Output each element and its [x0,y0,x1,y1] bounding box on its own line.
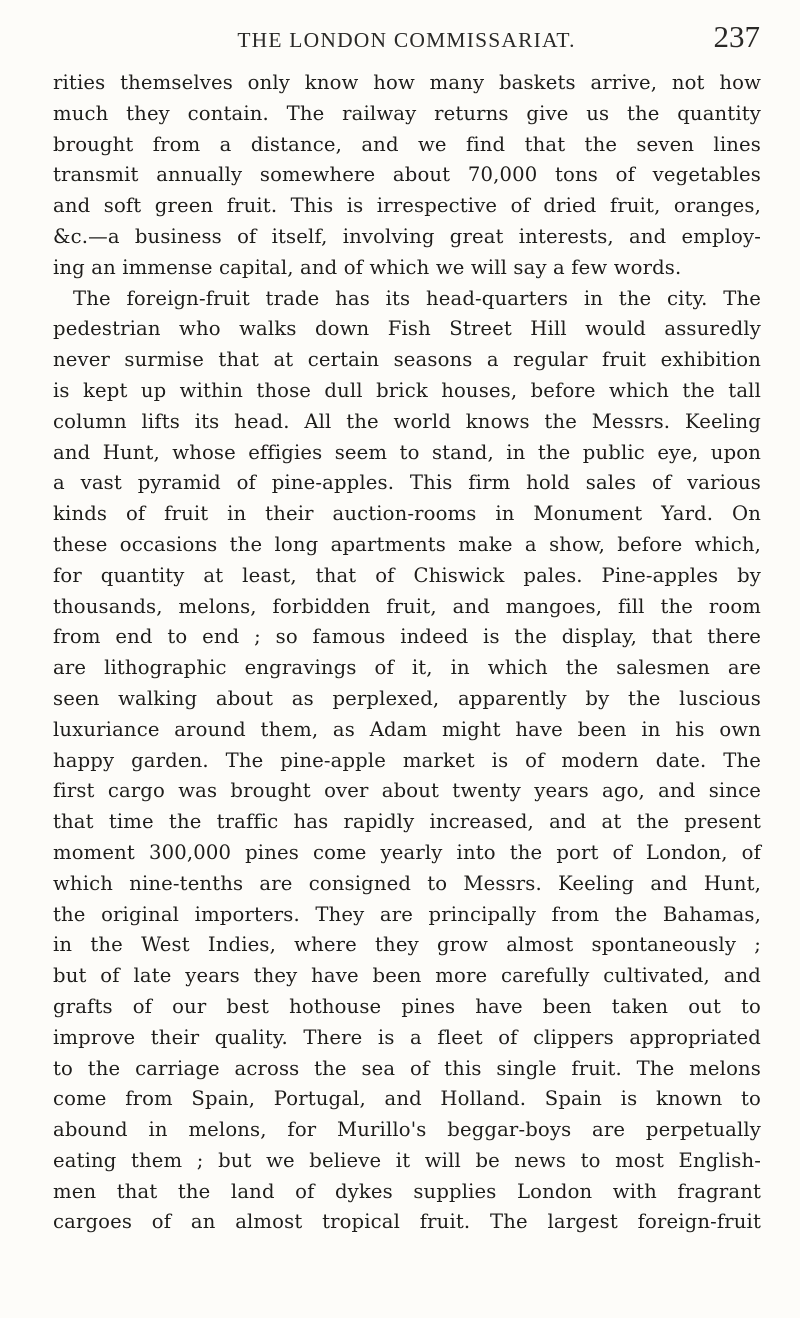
text-line: transmit annually somewhere about 70,000 tons of vegetables [53,163,761,187]
text-line: abound in melons, for Murillo's beggar-boys are perpetually [53,1118,761,1142]
text-line: but of late years they have been more carefully cultivated, and [53,964,761,988]
text-line: a vast pyramid of pine-apples. This firm hold sales of various [53,471,761,495]
text-line: grafts of our best hothouse pines have been taken out to [53,994,761,1018]
text-line: these occasions the long apartments make a show, before which, [53,532,761,556]
text-line: first cargo was brought over about twenty years ago, and since [53,779,761,803]
text-line: in the West Indies, where they grow almost spontaneously ; [53,933,761,957]
text-line: ing an immense capital, and of which we will say a few words. [53,255,682,279]
running-head [53,18,760,58]
text-line: moment 300,000 pines come yearly into the port of London, of [53,840,761,864]
text-line: thousands, melons, forbidden fruit, and mangoes, fill the room [53,594,761,618]
text-line: come from Spain, Portugal, and Holland. Spain is known to [53,1087,761,1111]
page-number: 237 [713,19,760,54]
text-line: for quantity at least, that of Chiswick pales. Pine-apples by [53,563,761,587]
text-line: from end to end ; so famous indeed is the display, that there [53,625,761,649]
text-line: &c.—a business of itself, involving great interests, and employ- [53,224,761,248]
text-line: is kept up within those dull brick houses, before which the tall [53,378,761,402]
text-line: eating them ; but we believe it will be news to most English- [53,1148,761,1172]
text-line: column lifts its head. All the world knows the Messrs. Keeling [53,409,761,433]
text-line: and soft green fruit. This is irrespective of dried fruit, oranges, [53,194,761,218]
text-line: which nine-tenths are consigned to Messrs. Keeling and Hunt, [53,871,761,895]
text-line: never surmise that at certain seasons a regular fruit exhibition [53,348,761,372]
text-line: cargoes of an almost tropical fruit. The largest foreign-fruit [53,1210,761,1234]
running-title: THE LONDON COMMISSARIAT. [237,28,576,52]
text-line: the original importers. They are principally from the Bahamas, [53,902,761,926]
text-line: men that the land of dykes supplies London with fragrant [53,1179,761,1203]
text-line: kinds of fruit in their auction-rooms in Monument Yard. On [53,502,761,526]
body-text [53,68,761,1238]
text-line: improve their quality. There is a fleet of clippers appropriated [53,1025,761,1049]
text-line: pedestrian who walks down Fish Street Hill would assuredly [53,317,761,341]
text-line: seen walking about as perplexed, apparently by the luscious [53,686,761,710]
text-line: much they contain. The railway returns give us the quantity [53,101,761,125]
text-line: brought from a distance, and we find that the seven lines [53,132,761,156]
text-line: that time the traffic has rapidly increased, and at the present [53,810,761,834]
text-line: happy garden. The pine-apple market is of modern date. The [53,748,761,772]
text-line: rities themselves only know how many baskets arrive, not how [53,71,761,94]
text-line: to the carriage across the sea of this single fruit. The melons [53,1056,761,1080]
text-line: luxuriance around them, as Adam might have been in his own [53,717,761,741]
text-line: are lithographic engravings of it, in which the salesmen are [53,656,761,680]
text-line: and Hunt, whose effigies seem to stand, in the public eye, upon [53,440,761,464]
paragraph-start-line: The foreign-fruit trade has its head-quarters in the city. The [73,286,761,310]
